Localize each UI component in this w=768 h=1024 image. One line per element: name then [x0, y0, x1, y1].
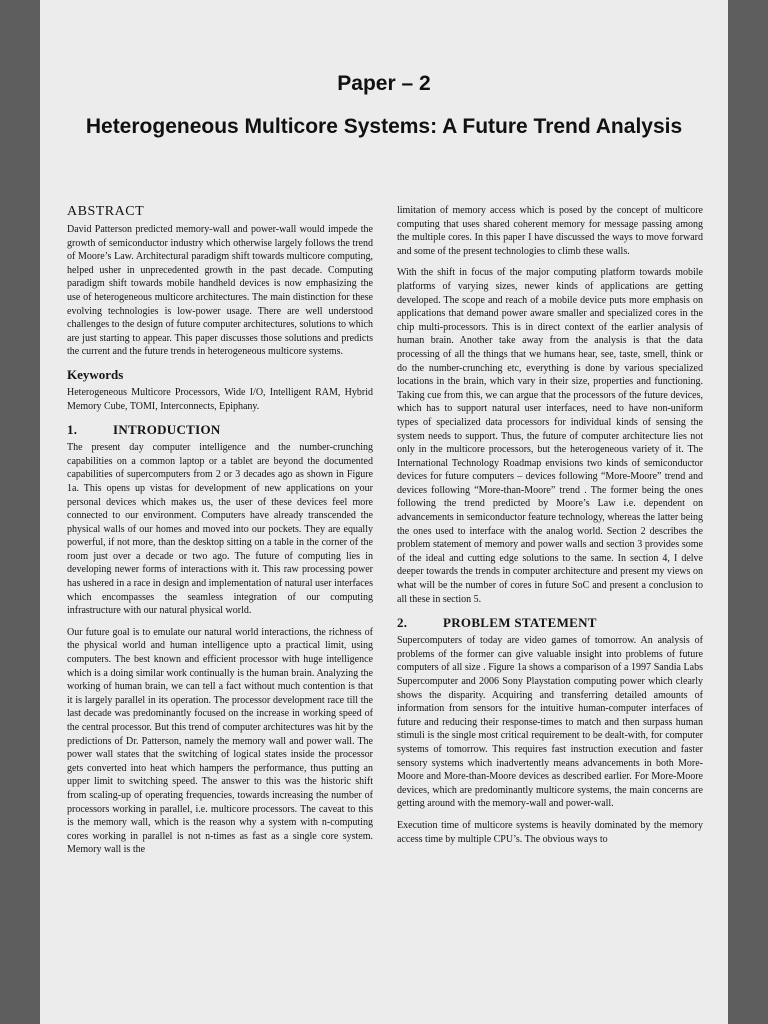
left-column: [67, 204, 373, 865]
paper-page: [40, 0, 728, 1024]
keywords-text: Heterogeneous Multicore Processors, Wide I/O, Intelligent RAM, Hybrid Memory Cube, TOMI, Interconnects, Epiphany.: [67, 386, 373, 412]
problem-paragraph-2: Execution time of multicore systems is heavily dominated by the memory access time by multiple CPU’s. The obvious ways to: [397, 819, 703, 845]
paper-label: Paper – 2: [337, 72, 431, 95]
intro-continued-paragraph-1: limitation of memory access which is posed by the concept of multicore computing that uses shared coherent memory for message passing among the multiple cores. In this paper I have discussed the ways to move forward and some of the present technologies to climb these walls.: [397, 205, 703, 257]
intro-paragraph-2: Our future goal is to emulate our natural world interactions, the richness of the physical world and human intelligence upto a practical limit, using computers. The best known and efficient processor with huge intelligence which is a doing similar work continually is the human brain. Analyzing the working of human brain, we can tell a fact without much contention is that it is largely parallel in its operation. The processor development race till the last decade was predominantly focused on the increase in working speed of the central processor. But this trend of computer architectures was hit by the predictions of Dr. Patterson, namely the memory wall and power wall. The power wall states that the switching of logical states inside the processor gets converted into heat which hampers the performance, thus putting an upper limit to switching speed. The answer to this was the historic shift from scaling-up of operating frequencies, towards increasing the number of processors working in parallel, i.e. multicore processors. The caveat to this is the memory wall, which is the reason why a system with n-computing cores working in parallel is not n-times as fast as a single core system. Memory wall is the: [67, 626, 373, 856]
intro-paragraph-1: The present day computer intelligence and the number-crunching capabilities on a common laptop or a tablet are beyond the documented capabilities of supercomputers from 2 or 3 decades ago as shown in Figure 1a. This opens up vistas for development of new applications on your personal devices which makes us, the user of these devices feel more connected to our environment. Computers have already transcended the physical walls of our homes and moved into our pockets. They are equally powerful, if not more, than the desktop sitting on a table in the corner of the room just over a decade or two ago. The future of computing lies in developing newer forms of interactions with it. This raw processing power has ushered in a race in design and implementation of natural user interfaces which encompasses the seamless integration of our computing infrastructure with our natural physical world.: [67, 442, 373, 617]
problem-paragraph-1: Supercomputers of today are video games of tomorrow. An analysis of problems of the former can give valuable insight into problems of future computers of all size . Figure 1a shows a comparison of a 1997 Sandia Labs Supercomputer and 2006 Sony Playstation computing power which clearly shows the disparity. Acquiring and transferring detailed amounts of information from sensors for the intuitive human-computer interfaces of future and reducing their response-times to match and then surpass human stimuli is the single most critical requirement to be dealt-with, for computer systems of tomorrow. This requires fast instruction execution and faster sensory systems which inadvertently means advancements in both More-Moore and More-than-Moore devices as described earlier. For More-Moore devices, which are predominantly multicore systems, the main concerns are getting around with the memory-wall and power-wall.: [397, 635, 703, 810]
keywords-heading: Keywords: [67, 366, 124, 382]
section-number: 2.: [397, 615, 408, 631]
introduction-heading: [67, 422, 373, 438]
section-title: INTRODUCTION: [113, 422, 221, 438]
problem-statement-heading: [397, 615, 703, 631]
abstract-heading: ABSTRACT: [67, 204, 145, 219]
right-column: [397, 204, 703, 854]
intro-continued-paragraph-2: With the shift in focus of the major computing platform towards mobile platforms of varying sizes, newer kinds of applications are getting developed. The scope and reach of a mobile device puts more emphasis on applications that demand power aware smaller and specialized cores in the chip multi-processors. This is in direct context of the earlier analysis of human brain. Another take away from the analysis is that the data processing of all the things that we humans hear, see, taste, smell, think or do the number-crunching etc, everything is done by various specialized locations in the brain, which vary in their size, properties and functioning. Taking cue from this, we can argue that the processors of the future devices, which has to support natural user interfaces, need to have non-uniform types of specialized data processors for individual kinds of sensing the system needs to support. Thus, the future of computer architecture lies not only in the multicore processors, but the heterogeneous variety of it. The International Technology Roadmap envisions two kinds of semiconductor devices for future computers – devices following “More-Moore” trend and devices following “More-than-Moore” trend . The former being the ones following the trend predicted by Moore’s Law i.e. dependent on advancements in semiconductor feature technology, whereas the latter being the ones used to interface with the analog world. Section 2 describes the problem statement of memory and power walls and section 3 provides some of the ideal and cutting edge solutions to the same. In section 4, I delve deeper towards the trends in computer architecture and present my views on what will be the number of cores in future SoC and present a conclusion to all these in section 5.: [397, 267, 703, 605]
abstract-text: David Patterson predicted memory-wall and power-wall would impede the growth of semiconductor industry which otherwise largely follows the trend of Moore’s Law. Architectural paradigm shift towards multicore computing, helped usher in unprecedented growth in the past decade. Computing paradigm shift towards mobile handheld devices is now emphasizing the use of heterogeneous multicore architectures. The main distinction for these evolving technologies is low-power usage. There are well understood challenges to the design of future computer architectures, solutions to which are just starting to appear. This paper discusses those solutions and predicts the current and the future trends in heterogeneous multicore systems.: [67, 224, 373, 358]
section-number: 1.: [67, 422, 78, 438]
paper-title: Heterogeneous Multicore Systems: A Future Trend Analysis: [85, 115, 683, 138]
section-title: PROBLEM STATEMENT: [443, 615, 597, 631]
